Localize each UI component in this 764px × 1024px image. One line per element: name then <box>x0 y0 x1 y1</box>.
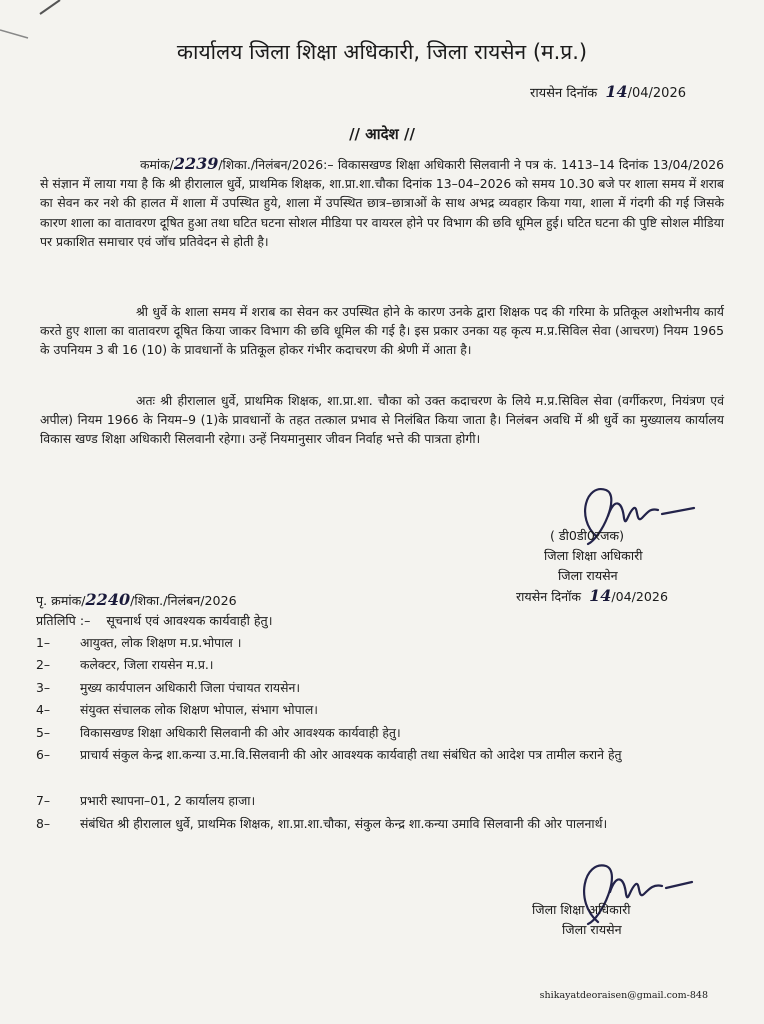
paragraph-2-text: श्री धुर्वे के शाला समय में शराब का सेवन कर उपस्थित होने के कारण उनके द्वारा शिक्षक पद की गरिमा के प्रतिकूल अशोभनीय कार्य करते हुए शाला का वातावरण दूषित किया जाकर विभाग की छवि धूमिल की गई है। इस प्रकार उनका यह कृत्य म.प्र.सिविल सेवा (आचरण) नियम 1965 के उपनियम 3 बी 16 (10) के प्रावधानों के प्रतिकूल होकर गंभीर कदाचरण की श्रेणी में आता है। <box>40 304 724 358</box>
list-item-number: 5– <box>36 725 51 740</box>
copy-ref-number: 2240 <box>85 590 131 609</box>
order-ref-number: 2239 <box>173 154 219 173</box>
list-item-number: 2– <box>36 657 51 672</box>
order-ref-suffix: /शिका./निलंबन/2026:– <box>218 157 334 172</box>
header-date-day: 14 <box>605 82 628 101</box>
list-item <box>36 724 726 744</box>
list-item-number: 6– <box>36 747 51 762</box>
signature-1-date <box>516 586 668 607</box>
signature-1-date-suffix: /04/2026 <box>611 589 668 604</box>
header-date-suffix: /04/2026 <box>627 86 686 101</box>
paragraph-1-text: विकासखण्ड शिक्षा अधिकारी सिलवानी ने पत्र कं. 1413–14 दिनांक 13/04/2026 से संज्ञान में लाया गया है कि श्री हीरालाल धुर्वे, प्राथमिक शिक्षक, शा.प्रा.शा.चौका दिनांक 13–04–2026 को समय 10.30 बजे पर शाला समय में शराब का सेवन कर नशे की हालत में शाला में उपस्थित हुये, शाला में उपस्थित छात्र–छात्राओं के साथ अभद्र व्यवहार किया गया, शाला में गंदगी की गई जिसके कारण शाला का वातावरण दूषित हुआ तथा घटित घटना सोशल मीडिया पर वायरल होने पर विभाग की छवि धूमिल हुई। घटित घटना की पुष्टि सोशल मीडिया पर प्रकाशित समाचार एवं जॉच प्रतिवेदन से होती है। <box>40 157 724 249</box>
signature-1-block <box>516 526 668 607</box>
copy-ref-suffix: /शिका./निलंबन/2026 <box>130 593 237 608</box>
header-date <box>530 82 686 101</box>
list-item-text: कलेक्टर, जिला रायसेन म.प्र.। <box>80 657 214 672</box>
list-item <box>36 656 726 676</box>
list-item <box>36 634 726 654</box>
list-item <box>36 679 726 699</box>
list-item <box>36 792 726 812</box>
list-item-number: 1– <box>36 635 51 650</box>
signatory-district: जिला रायसेन <box>558 568 618 583</box>
order-paragraph-1 <box>40 154 724 251</box>
list-item-number: 7– <box>36 793 51 808</box>
page-edge-marks <box>0 0 764 40</box>
list-item-text: संयुक्त संचालक लोक शिक्षण भोपाल, संभाग भोपाल। <box>80 702 318 717</box>
signatory-designation: जिला शिक्षा अधिकारी <box>544 548 643 563</box>
footer-watermark: shikayatdeoraisen@gmail.com-848 <box>539 990 708 1001</box>
list-item-text: मुख्य कार्यपालन अधिकारी जिला पंचायत रायसेन। <box>80 680 301 695</box>
list-item-number: 3– <box>36 680 51 695</box>
list-item <box>36 815 726 855</box>
copy-ref <box>36 590 237 609</box>
signatory-name: ( डी0डी0रजक) <box>550 528 625 543</box>
list-item-text: प्राचार्य संकुल केन्द्र शा.कन्या उ.मा.वि.सिलवानी की ओर आवश्यक कार्यवाही तथा संबंधित को आदेश पत्र तामील कराने हेतु <box>80 747 622 762</box>
copy-intro-label: प्रतिलिपि :– <box>36 613 91 628</box>
list-item-number: 8– <box>36 816 51 831</box>
signatory-2-district: जिला रायसेन <box>562 922 622 937</box>
signature-1-date-prefix: रायसेन दिनॉक <box>516 589 582 604</box>
order-ref-prefix: कमांक/ <box>140 157 174 172</box>
order-paragraph-3 <box>40 391 724 449</box>
office-title: कार्यालय जिला शिक्षा अधिकारी, जिला रायसेन (म.प्र.) <box>176 40 588 64</box>
list-item-text: आयुक्त, लोक शिक्षण म.प्र.भोपाल । <box>80 635 242 650</box>
order-heading: // आदेश // <box>349 125 415 143</box>
copy-ref-prefix: पृ. क्रमांक/ <box>36 593 86 608</box>
list-item-text: विकासखण्ड शिक्षा अधिकारी सिलवानी की ओर आवश्यक कार्यवाही हेतु। <box>80 725 401 740</box>
copy-intro-text: सूचनार्थ एवं आवश्यक कार्यवाही हेतु। <box>106 613 273 628</box>
signature-1-date-day: 14 <box>589 586 612 605</box>
list-item <box>36 746 726 786</box>
signatory-2-designation: जिला शिक्षा अधिकारी <box>532 902 631 917</box>
copy-intro <box>36 612 272 629</box>
list-item-text: प्रभारी स्थापना–01, 2 कार्यालय हाजा। <box>80 793 256 808</box>
list-item-number: 4– <box>36 702 51 717</box>
order-ref <box>140 154 334 173</box>
header-date-prefix: रायसेन दिनॉक <box>530 86 598 101</box>
list-item <box>36 701 726 721</box>
signature-2-block <box>532 900 631 940</box>
paragraph-3-text: अतः श्री हीरालाल धुर्वे, प्राथमिक शिक्षक, शा.प्रा.शा. चौका को उक्त कदाचरण के लिये म.प्र.सिविल सेवा (वर्गीकरण, नियंत्रण एवं अपील) नियम 1966 के नियम–9 (1)के प्रावधानों के तहत तत्काल प्रभाव से निलंबित किया जाता है। निलंबन अवधि में श्री धुर्वे का मुख्यालय कार्यालय विकास खण्ड शिक्षा अधिकारी सिलवानी रहेगा। उन्हें नियमानुसार जीवन निर्वाह भत्ते की पात्रता होगी। <box>40 393 724 447</box>
order-paragraph-2 <box>40 302 724 360</box>
list-item-text: संबंधित श्री हीरालाल धुर्वे, प्राथमिक शिक्षक, शा.प्रा.शा.चौका, संकुल केन्द्र शा.कन्या उमावि सिलवानी की ओर पालनार्थ। <box>80 816 608 831</box>
